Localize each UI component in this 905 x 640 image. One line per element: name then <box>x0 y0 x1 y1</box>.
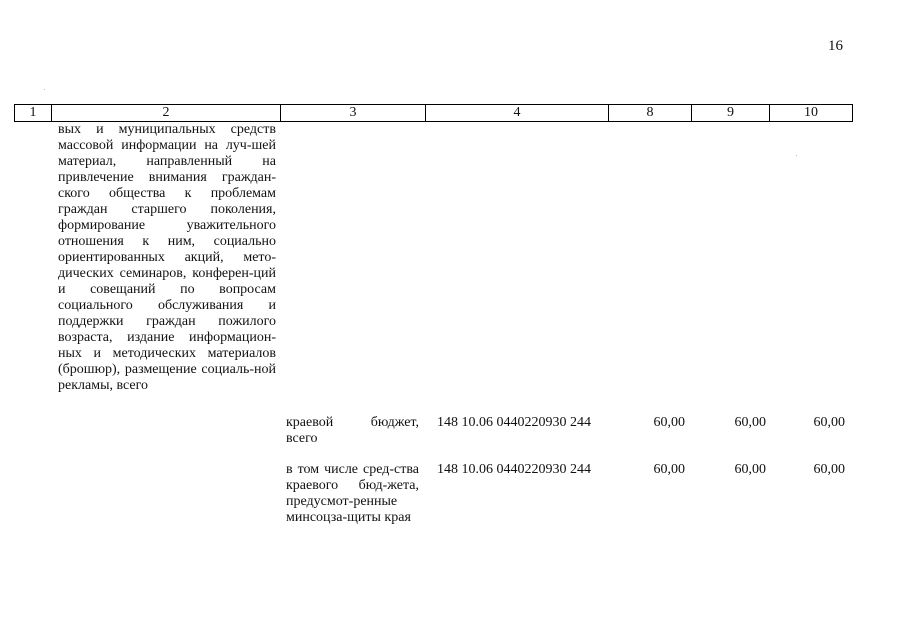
funding-source: в том числе сред-ства краевого бюд-жета, предусмот-ренные минсоцза-щиты края <box>286 462 419 525</box>
page-number: 16 <box>828 38 843 54</box>
funding-source: краевой бюджет, всего <box>286 415 419 446</box>
value-col-9: 60,00 <box>734 462 766 477</box>
column-header-9: 9 <box>692 105 770 122</box>
scan-speck <box>796 155 797 156</box>
column-header-1: 1 <box>15 105 52 122</box>
budget-code: 148 10.06 0440220930 244 <box>437 415 591 430</box>
value-col-9: 60,00 <box>734 415 766 430</box>
column-header-row <box>15 105 853 122</box>
value-col-10: 60,00 <box>813 415 845 430</box>
column-header-10: 10 <box>770 105 853 122</box>
column-header-4: 4 <box>426 105 609 122</box>
value-col-8: 60,00 <box>653 462 685 477</box>
activity-description: вых и муниципальных средств массовой информации на луч-шей материал, направленный на привлечение внимания граждан-ского общества к проблемам граждан старшего поколения, формирование уважительного отношения к ним, социально ориентированных акций, мето-дических семинаров, конферен-ций и совещаний по вопросам социального обслуживания и поддержки граждан пожилого возраста, издание информацион-ных и методических материалов (брошюр), размещение социаль-ной рекламы, всего <box>58 122 276 393</box>
column-header-3: 3 <box>281 105 426 122</box>
column-header-2: 2 <box>52 105 281 122</box>
value-col-10: 60,00 <box>813 462 845 477</box>
column-header-8: 8 <box>609 105 692 122</box>
value-col-8: 60,00 <box>653 415 685 430</box>
budget-code: 148 10.06 0440220930 244 <box>437 462 591 477</box>
column-header-table <box>14 104 853 122</box>
scan-speck <box>44 89 45 90</box>
